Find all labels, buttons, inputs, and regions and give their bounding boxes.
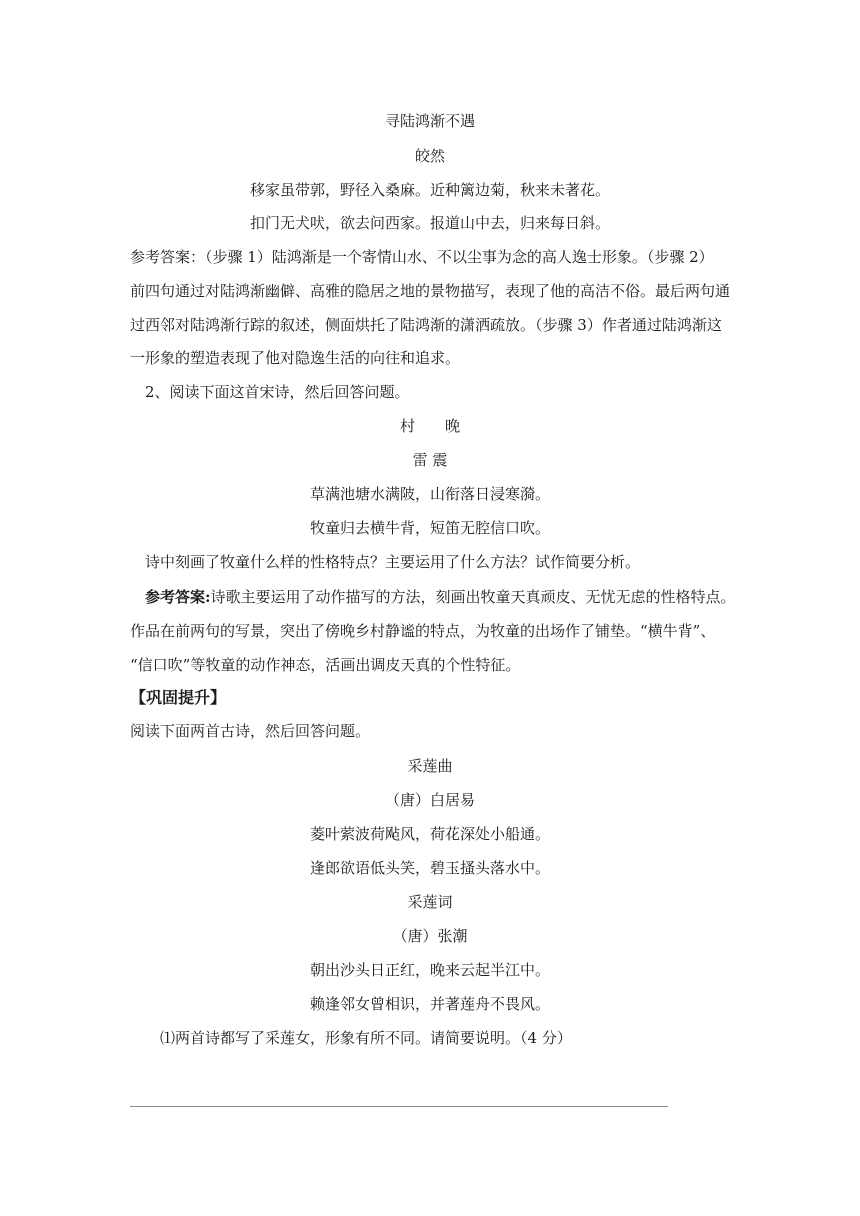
answer2-text: 诗歌主要运用了动作描写的方法，刻画出牧童天真顽皮、无忧无虑的性格特点。	[210, 588, 736, 606]
poem4-author: （唐）张潮	[392, 927, 468, 945]
answer-blank-line[interactable]	[130, 1106, 668, 1107]
poem3-line-2: 逢郎欲语低头笑，碧玉搔头落水中。	[309, 859, 550, 877]
answer1-line-3: 过西邻对陆鸿渐行踪的叙述，侧面烘托了陆鸿渐的潇洒疏放。（步骤 3）作者通过陆鸿渐这	[130, 316, 722, 334]
answer2-line-2: 作品在前两句的写景，突出了傍晚乡村静谧的特点，为牧童的出场作了铺垫。“横牛背”、	[130, 622, 716, 640]
poem2-title: 村 晚	[399, 417, 460, 435]
section-intro: 阅读下面两首古诗，然后回答问题。	[130, 722, 371, 740]
question2-prompt: 诗中刻画了牧童什么样的性格特点？主要运用了什么方法？试作简要分析。	[145, 553, 641, 571]
answer1-line-4: 一形象的塑造表现了他对隐逸生活的向往和追求。	[130, 349, 461, 367]
poem1-line-2: 扣门无犬吠，欲去问西家。报道山中去，归来每日斜。	[249, 214, 610, 232]
question3-1: ⑴两首诗都写了采莲女，形象有所不同。请简要说明。（4 分）	[160, 1029, 572, 1047]
poem2-line-2: 牧童归去横牛背，短笛无腔信口吹。	[309, 519, 550, 537]
poem3-title: 采莲曲	[407, 757, 453, 775]
section-heading: 【巩固提升】	[130, 688, 227, 707]
question2-intro: 2、阅读下面这首宋诗，然后回答问题。	[145, 383, 410, 401]
answer2-line-3: “信口吹”等牧童的动作神态，活画出调皮天真的个性特征。	[130, 656, 521, 674]
poem3-author: （唐）白居易	[384, 791, 475, 809]
poem4-line-1: 朝出沙头日正红，晚来云起半江中。	[309, 961, 550, 979]
answer1-line-2: 前四句通过对陆鸿渐幽僻、高雅的隐居之地的景物描写，表现了他的高洁不俗。最后两句通	[130, 282, 731, 300]
answer1-line-1: 参考答案：（步骤 1）陆鸿渐是一个寄情山水、不以尘事为念的高人逸士形象。（步骤 2）	[130, 248, 714, 266]
poem4-line-2: 赖逢邻女曾相识，并著莲舟不畏风。	[309, 995, 550, 1013]
poem2-line-1: 草满池塘水满陂，山衔落日浸寒漪。	[309, 485, 550, 503]
poem1-author: 皎然	[414, 147, 445, 165]
answer2-line-1	[145, 587, 736, 607]
answer2-label: 参考答案:	[145, 588, 211, 606]
poem1-line-1: 移家虽带郭，野径入桑麻。近种篱边菊，秋来未著花。	[249, 181, 610, 199]
poem2-author: 雷 震	[412, 451, 448, 469]
poem3-line-1: 菱叶萦波荷飐风，荷花深处小船通。	[309, 825, 550, 843]
poem1-title: 寻陆鸿渐不遇	[384, 112, 475, 130]
poem4-title: 采莲词	[407, 893, 453, 911]
